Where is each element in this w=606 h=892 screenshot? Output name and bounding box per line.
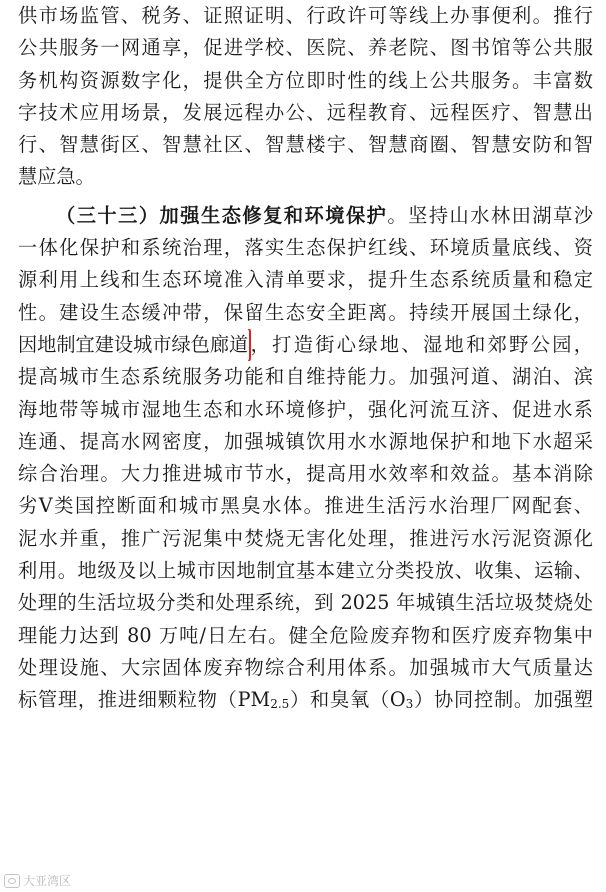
section-heading: （三十三）加强生态修复和环境保护 — [56, 203, 388, 227]
text-line: 公共服务一网通享，促进学校、医院、养老院、图书馆等公共服 — [18, 36, 593, 60]
watermark-text: 大亚湾区 — [23, 874, 72, 888]
text-line: 源利用上线和生态环境准入清单要求，提升生态系统质量和稳定 — [18, 268, 593, 292]
text-line: 处理的生活垃圾分类和处理系统，到 2025 年城镇生活垃圾焚烧处 — [18, 591, 593, 615]
pm-subscript: 2.5 — [270, 697, 290, 712]
o3-subscript: 3 — [405, 697, 414, 712]
camera-icon — [4, 874, 20, 888]
text-line: 理能力达到 80 万吨/日左右。健全危险废弃物和医疗废弃物集中 — [18, 623, 593, 647]
text-line: 慧应急。 — [18, 165, 95, 189]
watermark — [4, 872, 71, 889]
paragraph-heading-line — [18, 200, 593, 232]
document-page — [18, 0, 593, 717]
text-line: 泥水并重，推广污泥集中焚烧无害化处理，推进污水污泥资源化 — [18, 526, 593, 550]
text-line: 字技术应用场景，发展远程办公、远程教育、远程医疗、智慧出 — [18, 100, 593, 124]
text-line: 务机构资源数字化，提供全方位即时性的线上公共服务。丰富数 — [18, 68, 593, 92]
text-line: 处理设施、大宗固体废弃物综合利用体系。加强城市大气质量达 — [18, 655, 593, 679]
text-line: 连通、提高水网密度，加强城镇饮用水水源地保护和地下水超采 — [18, 429, 593, 453]
text-line: 行、智慧街区、智慧社区、智慧楼宇、智慧商圈、智慧安防和智 — [18, 133, 593, 157]
text-line: 提高城市生态系统服务功能和自维持能力。加强河道、湖泊、滨 — [18, 365, 593, 389]
text-line: 一体化保护和系统治理，落实生态保护红线、环境质量底线、资 — [18, 236, 593, 260]
text-line: 供市场监管、税务、证照证明、行政许可等线上办事便利。推行 — [18, 4, 593, 27]
text-line: 综合治理。大力推进城市节水，提高用水效率和效益。基本消除 — [18, 462, 593, 486]
text-span: 标管理，推进细颗粒物（PM — [18, 688, 271, 712]
text-line: 劣Ⅴ类国控断面和城市黑臭水体。推进生活污水治理厂网配套、 — [18, 494, 593, 518]
text-span: ，打造街心绿地、湿地和郊野公园， — [248, 332, 593, 356]
text-line: 性。建设生态缓冲带，保留生态安全距离。持续开展国土绿化， — [18, 300, 593, 324]
highlight-line — [18, 329, 593, 361]
text-span: ）和臭氧（O — [289, 688, 406, 712]
highlighted-phrase: 因地制宜建设城市绿色廊道 — [18, 329, 248, 361]
formula-line — [18, 684, 593, 716]
text-line: 海地带等城市湿地生态和水环境修护，强化河流互济、促进水系 — [18, 397, 593, 421]
text-span: ）协同控制。加强塑 — [413, 688, 593, 712]
text-span: 。坚持山水林田湖草沙 — [387, 203, 593, 227]
text-line: 利用。地级及以上城市因地制宜基本建立分类投放、收集、运输、 — [18, 559, 593, 583]
